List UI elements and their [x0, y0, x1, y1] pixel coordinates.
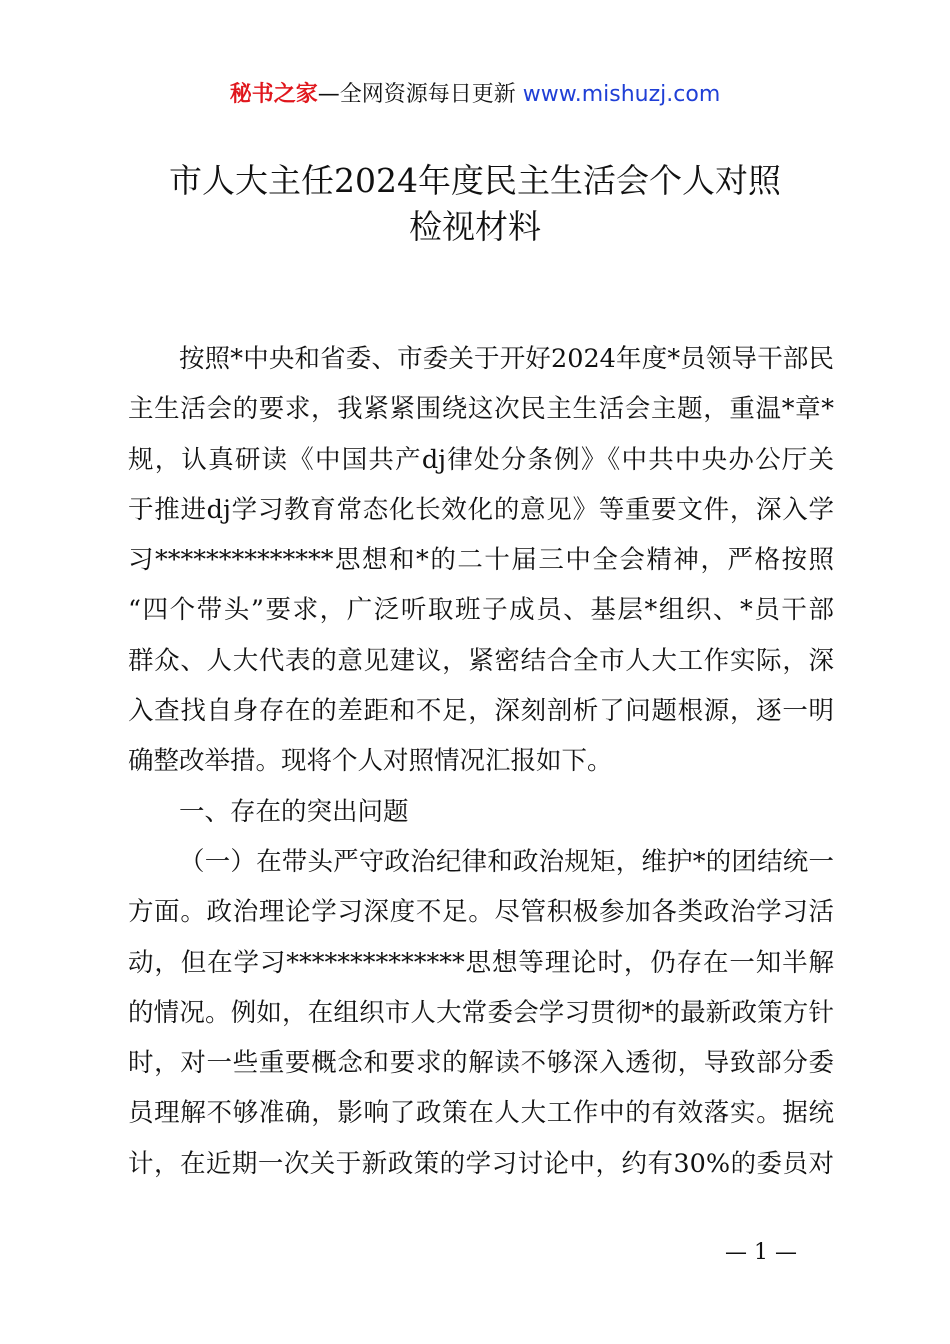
body-line: 主生活会的要求，我紧紧围绕这次民主生活会主题，重温*章* — [128, 394, 834, 425]
title-line-2: 检视材料 — [409, 207, 541, 246]
brand-name: 秘书之家 — [229, 82, 318, 107]
body-line: 于推进dj学习教育常态化长效化的意见》等重要文件，深入学 — [128, 494, 834, 525]
site-header — [0, 78, 950, 112]
body-line: （一）在带头严守政治纪律和政治规矩，维护*的团结统一 — [179, 846, 834, 877]
body-line: 动，但在学习**************思想等理论时，仍存在一知半解 — [128, 947, 834, 978]
body-line: 员理解不够准确，影响了政策在人大工作中的有效落实。据统 — [128, 1098, 834, 1129]
document-title — [60, 158, 890, 250]
body-line: 入查找自身存在的差距和不足，深刻剖析了问题根源，逐一明 — [128, 696, 834, 727]
body-line: 群众、人大代表的意见建议，紧密结合全市人大工作实际，深 — [128, 645, 834, 676]
page-number: — 1 — — [725, 1240, 797, 1265]
body-line: 习**************思想和*的二十届三中全会精神，严格按照 — [128, 545, 834, 576]
body-line: 时，对一些重要概念和要求的解读不够深入透彻，导致部分委 — [128, 1048, 834, 1079]
body-line: 计，在近期一次关于新政策的学习讨论中，约有30%的委员对 — [128, 1148, 834, 1179]
document-body — [128, 334, 834, 1189]
site-url[interactable]: www.mishuzj.com — [522, 82, 721, 107]
title-line-1: 市人大主任2024年度民主生活会个人对照 — [169, 161, 781, 200]
body-line: 规，认真研读《中国共产dj律处分条例》《中共中央办公厅关 — [128, 444, 834, 475]
body-line: 按照*中央和省委、市委关于开好2024年度*员领导干部民 — [179, 344, 834, 374]
header-tagline: —全网资源每日更新 — [317, 82, 516, 107]
body-line: 方面。政治理论学习深度不足。尽管积极参加各类政治学习活 — [128, 897, 834, 928]
section-heading: 一、存在的突出问题 — [179, 796, 409, 827]
body-line: “四个带头”要求，广泛听取班子成员、基层*组织、*员干部 — [128, 595, 834, 626]
body-line: 的情况。例如，在组织市人大常委会学习贯彻*的最新政策方针 — [128, 997, 834, 1028]
body-line: 确整改举措。现将个人对照情况汇报如下。 — [128, 746, 613, 777]
